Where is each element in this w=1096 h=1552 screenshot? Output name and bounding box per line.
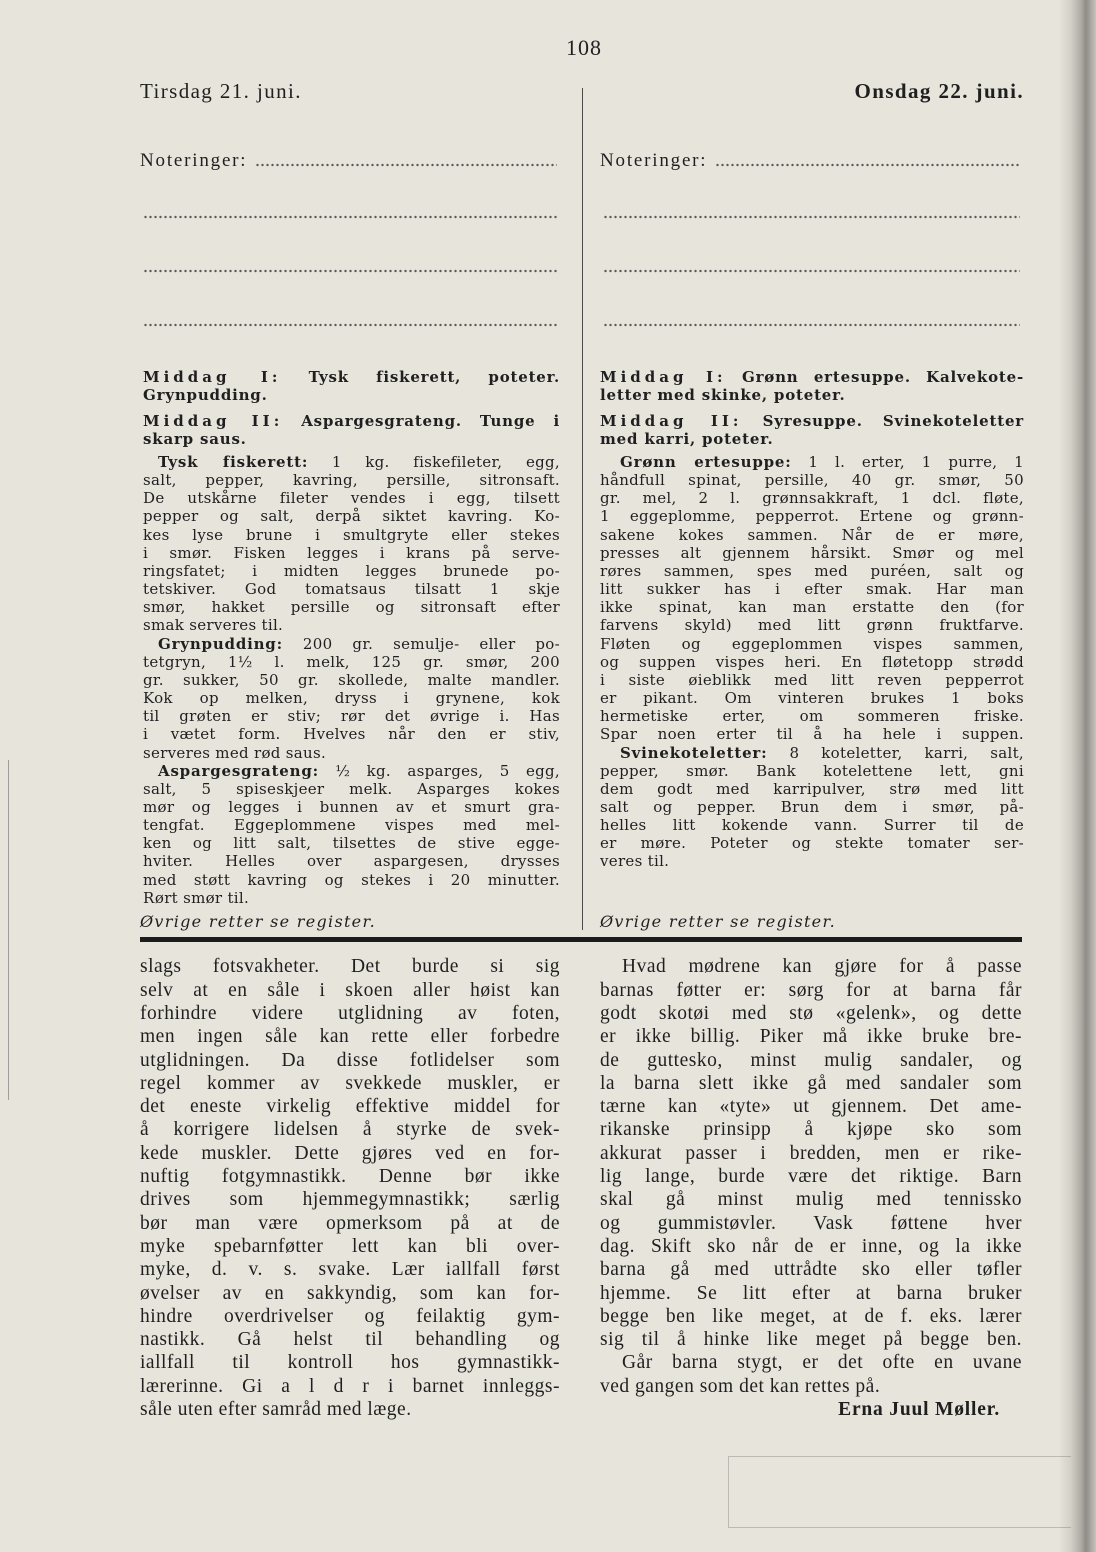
day-heading-tuesday: Tirsdag 21. juni.: [140, 79, 302, 103]
recipe-text: tengfat. Eggeplommene vispes med mel-: [143, 816, 560, 835]
recipe-line: [143, 671, 560, 689]
recipe-line: [143, 707, 560, 725]
article-text: nuftig fotgymnastikk. Denne bør ikke: [140, 1166, 560, 1188]
article-line: [600, 955, 1022, 978]
recipe-line: [600, 671, 1024, 689]
article-text: såle uten efter samråd med læge.: [140, 1399, 412, 1421]
article-line: [140, 1305, 560, 1328]
recipe-line: [600, 598, 1024, 616]
article-line: [600, 1212, 1022, 1235]
recipe: [600, 453, 1024, 744]
article-line: [140, 1118, 560, 1141]
article-line: [140, 1165, 560, 1188]
recipe-line: [143, 635, 560, 653]
recipe-line: [600, 526, 1024, 544]
article-text: nastikk. Gå helst til behandling og: [140, 1329, 560, 1351]
menu-text: Grønn ertesuppe. Kalvekote-: [741, 369, 1024, 386]
recipe-text: tetskiver. God tomatsaus tilsatt 1 skje: [143, 580, 560, 599]
article-text: slags fotsvakheter. Det burde si sig: [140, 956, 560, 978]
recipe-line: [600, 762, 1024, 780]
register-note-right: Øvrige retter se register.: [600, 912, 837, 931]
notes-dotted-line: [603, 269, 1020, 273]
recipe-line: [143, 725, 560, 743]
recipe-name: Svinekoteletter:: [620, 743, 768, 762]
notes-section-left: [140, 149, 557, 173]
recipe-line: [143, 798, 560, 816]
recipe-line: [143, 780, 560, 798]
recipe-line: [143, 562, 560, 580]
recipe-text: gr. sukker, 50 gr. skollede, malte mandler.: [143, 670, 560, 689]
article-text: drives som hjemmegymnastikk; særlig: [140, 1189, 560, 1211]
notes-dotted-line: [143, 215, 557, 219]
recipe-name: Grynpudding:: [158, 634, 283, 653]
article-line: [600, 1095, 1022, 1118]
article-paragraph: [140, 955, 560, 1421]
notes-label: Noteringer:: [600, 150, 708, 171]
menu-line: [143, 387, 560, 405]
article-line: [140, 955, 560, 978]
menu-text: Tysk fiskerett, poteter.: [308, 369, 560, 386]
recipe-line: [600, 616, 1024, 634]
menu-entry: [600, 369, 1024, 404]
article-text: lig lange, burde være det riktige. Barn: [600, 1166, 1022, 1188]
menu-label: Middag II:: [600, 413, 743, 430]
recipe-text: håndfull spinat, persille, 40 gr. smør, 50: [600, 471, 1024, 490]
recipe-text: Rørt smør til.: [143, 888, 250, 907]
recipe-text: i siste øieblikk med litt reven pepperrot: [600, 670, 1024, 689]
article-column-left: [140, 955, 560, 1421]
recipe-text: helles litt kokende vann. Surrer til de: [600, 816, 1024, 835]
recipe-text: gr. mel, 2 l. grønnsakkraft, 1 dcl. fløte,: [600, 489, 1024, 508]
recipe-list-wednesday: [600, 453, 1024, 871]
article-line: [600, 979, 1022, 1002]
recipe-line: [600, 798, 1024, 816]
recipe-line: [600, 744, 1024, 762]
article-paragraph: [600, 1351, 1022, 1398]
article-paragraph: [600, 955, 1022, 1351]
article-line: [600, 1305, 1022, 1328]
recipe-line: [600, 562, 1024, 580]
recipe-text: røres sammen, spes med puréen, salt og: [600, 561, 1024, 580]
article-text: la barna slett ikke gå med sandaler som: [600, 1072, 1022, 1094]
recipe-line: [143, 852, 560, 870]
menu-line: [143, 369, 560, 387]
recipe-text: smør, hakket persille og sitronsaft efter: [143, 598, 560, 617]
article-line: [140, 1328, 560, 1351]
recipe-line: [143, 598, 560, 616]
recipe-line: [600, 635, 1024, 653]
recipe-text: er møre. Poteter og stekte tomater ser-: [600, 834, 1024, 853]
recipe-text: kes lyse brune i smultgryte eller stekes: [143, 525, 560, 544]
article-line: [140, 1049, 560, 1072]
recipe-text: ken og litt salt, tilsettes de stive egge-: [143, 834, 560, 853]
recipe-line: [600, 852, 1024, 870]
article-text: å korrigere lidelsen å styrke de svek-: [140, 1119, 560, 1141]
recipe-line: [600, 834, 1024, 852]
recipe-text: pepper og salt, derpå siktet kavring. Ko-: [143, 507, 560, 526]
recipe-text: tetgryn, 1½ l. melk, 125 gr. smør, 200: [143, 652, 560, 671]
recipe-line: [143, 489, 560, 507]
recipe-text: og suppen vispes heri. En fløtetopp strødd: [600, 652, 1024, 671]
menu-text: Grynpudding.: [143, 386, 268, 404]
recipe-line: [600, 816, 1024, 834]
recipe-line: [143, 580, 560, 598]
article-text: dag. Skift sko når de er inne, og la ikke: [600, 1235, 1022, 1257]
article-line: [600, 1142, 1022, 1165]
article-text: bør man være opmerksom på at de: [140, 1212, 560, 1234]
menu-entry: [143, 369, 560, 404]
menu-text: letter med skinke, poteter.: [600, 386, 846, 404]
article-line: [600, 1118, 1022, 1141]
article-text: godt skotøi med stø «gelenk», og dette: [600, 1002, 1022, 1024]
recipe-line: [600, 544, 1024, 562]
notes-dotted-line: [143, 269, 557, 273]
article-text: men ingen såle kan rette eller forbedre: [140, 1026, 560, 1048]
recipe-text: dem godt med karripulver, strø med litt: [600, 779, 1024, 798]
article-text: det eneste virkelig effektive middel for: [140, 1096, 560, 1118]
scan-mark: [728, 1456, 1071, 1528]
menu-line: [600, 413, 1024, 431]
article-line: [600, 1258, 1022, 1281]
menu-text: Aspargesgrateng. Tunge i: [301, 413, 560, 430]
article-text: Går barna stygt, er det ofte en uvane: [622, 1352, 1022, 1374]
article-text: skal gå minst mulig med tennissko: [600, 1189, 1022, 1211]
scan-edge-left: [8, 760, 9, 1100]
article-line: [140, 979, 560, 1002]
article-text: kede muskler. Dette gjøres ved en for-: [140, 1142, 560, 1164]
article-text: regel kommer av svekkede muskler, er: [140, 1072, 560, 1094]
recipe-line: [143, 507, 560, 525]
menu-label: Middag I:: [143, 369, 282, 386]
menu-line: [143, 431, 560, 449]
recipe-list-tuesday: [143, 453, 560, 907]
article-text: ved gangen som det kan rettes på.: [600, 1375, 881, 1397]
article-line: [140, 1235, 560, 1258]
article-text: selv at en såle i skoen aller høist kan: [140, 979, 560, 1001]
notes-dotted-line: [603, 323, 1020, 327]
article-line: [600, 1328, 1022, 1351]
recipe-text: 1 kg. fiskefileter, egg,: [331, 453, 560, 471]
column-divider: [582, 88, 583, 930]
article-text: rikanske prinsipp å kjøpe sko som: [600, 1119, 1022, 1141]
menu-line: [600, 387, 1024, 405]
recipe-name: Grønn ertesuppe:: [620, 453, 792, 471]
recipe-text: sakene kokes sammen. Når de er møre,: [600, 525, 1024, 544]
recipe-line: [600, 653, 1024, 671]
menu-list-wednesday: [600, 369, 1024, 448]
article-line: [600, 1025, 1022, 1048]
recipe-text: presses alt gjennem hårsikt. Smør og mel: [600, 543, 1024, 562]
recipe-text: 1 eggeplomme, pepperrot. Ertene og grønn-: [600, 507, 1024, 526]
article-line: [140, 1375, 560, 1398]
notes-section-right: [600, 149, 1020, 173]
article-line: [600, 1002, 1022, 1025]
menu-label: Middag II:: [143, 413, 284, 430]
article-text: hjemme. Se litt efter at barna bruker: [600, 1282, 1022, 1304]
recipe-line: [600, 453, 1024, 471]
recipe-line: [143, 453, 560, 471]
scan-edge-right: [1060, 0, 1096, 1552]
article-text: og gummistøvler. Vask føttene hver: [600, 1212, 1022, 1234]
article-column-right: [600, 955, 1022, 1398]
article-text: tærne kan «tyte» ut gjennem. Det ame-: [600, 1096, 1022, 1118]
menu-line: [143, 413, 560, 431]
article-line: [600, 1072, 1022, 1095]
recipe-line: [600, 507, 1024, 525]
recipe-text: Fløten og eggeplommen vispes sammen,: [600, 634, 1024, 653]
article-line: [140, 1002, 560, 1025]
menu-entry: [600, 413, 1024, 448]
notes-leader-dots: [715, 163, 1020, 167]
article-text: de guttesko, minst mulig sandaler, og: [600, 1049, 1022, 1071]
article-line: [600, 1165, 1022, 1188]
recipe-text: salt, 5 spiseskjeer melk. Asparges kokes: [143, 779, 560, 798]
article-line: [600, 1235, 1022, 1258]
recipe-line: [143, 762, 560, 780]
recipe-text: 200 gr. semulje- eller po-: [302, 634, 560, 653]
article-text: barna gå med uttrådte sko eller tøfler: [600, 1259, 1022, 1281]
article-line: [140, 1072, 560, 1095]
recipe-line: [143, 744, 560, 762]
recipe-line: [600, 471, 1024, 489]
recipe-name: Tysk fiskerett:: [158, 453, 309, 471]
menu-text: Syresuppe. Svinekoteletter: [762, 413, 1024, 430]
notes-dotted-line: [143, 323, 557, 327]
article-line: [140, 1398, 560, 1421]
notes-label: Noteringer:: [140, 150, 248, 171]
recipe: [600, 744, 1024, 871]
article-text: myke spebarnføtter lett kan bli over-: [140, 1235, 560, 1257]
article-line: [600, 1282, 1022, 1305]
article-line: [140, 1282, 560, 1305]
article-text: lærerinne. Gi a l d r i barnet innleggs-: [140, 1375, 560, 1397]
section-rule: [140, 937, 1022, 942]
recipe-line: [143, 653, 560, 671]
recipe-line: [143, 544, 560, 562]
article-text: Hvad mødrene kan gjøre for å passe: [622, 956, 1022, 978]
menu-text: skarp saus.: [143, 430, 247, 448]
recipe-line: [600, 725, 1024, 743]
recipe-text: serveres med rød saus.: [143, 743, 327, 762]
recipe-text: hermetiske erter, om sommeren friske.: [600, 707, 1024, 726]
article-line: [140, 1142, 560, 1165]
recipe-text: i smør. Fisken legges i krans på serve-: [143, 543, 560, 562]
day-heading-wednesday: Onsdag 22. juni.: [854, 79, 1024, 103]
article-line: [140, 1351, 560, 1374]
recipe-text: ringsfatet; i midten legges brunede po-: [143, 561, 560, 580]
recipe-text: i vætet form. Hvelves når den er stiv,: [143, 725, 560, 744]
recipe-text: til grøten er stiv; rør det øvrige i. Has: [143, 707, 560, 726]
recipe: [143, 635, 560, 762]
recipe-text: smak serveres til.: [143, 616, 284, 635]
article-line: [600, 1351, 1022, 1374]
article-line: [140, 1025, 560, 1048]
author-signature: Erna Juul Møller.: [838, 1399, 1000, 1421]
article-line: [600, 1188, 1022, 1211]
notes-leader-dots: [255, 163, 557, 167]
recipe-text: Kok op melken, dryss i grynene, kok: [143, 689, 560, 708]
article-text: hindre overdrivelser og feilaktig gym-: [140, 1305, 560, 1327]
article-text: øvelser av en sakkyndig, som kan for-: [140, 1282, 560, 1304]
article-text: iallfall til kontroll hos gymnastikk-: [140, 1352, 560, 1374]
menu-list-tuesday: [143, 369, 560, 448]
recipe-text: Spar noen erter til å ha hele i suppen.: [600, 725, 1024, 744]
article-text: utglidningen. Da disse fotlidelser som: [140, 1049, 560, 1071]
article-text: myke, d. v. s. svake. Lær iallfall først: [140, 1259, 560, 1281]
recipe-line: [143, 816, 560, 834]
recipe-text: ikke spinat, kan man erstatte den (for: [600, 598, 1024, 617]
recipe-line: [600, 689, 1024, 707]
recipe-text: ½ kg. asparges, 5 egg,: [335, 761, 560, 780]
recipe-line: [600, 707, 1024, 725]
recipe-line: [143, 526, 560, 544]
recipe: [143, 453, 560, 635]
article-text: sig til å hinke like meget på begge ben.: [600, 1329, 1022, 1351]
recipe-text: hviter. Helles over aspargesen, drysses: [143, 852, 560, 871]
recipe-text: salt og pepper. Brun dem i smør, på-: [600, 797, 1024, 816]
article-line: [140, 1188, 560, 1211]
article-text: akkurat passer i bredden, men er rike-: [600, 1142, 1022, 1164]
article-line: [600, 1049, 1022, 1072]
recipe-line: [600, 780, 1024, 798]
recipe-text: veres til.: [600, 852, 670, 871]
recipe-text: De utskårne fileter vendes i egg, tilsett: [143, 489, 560, 508]
recipe-line: [143, 689, 560, 707]
notes-dotted-line: [603, 215, 1020, 219]
menu-text: med karri, poteter.: [600, 430, 774, 448]
recipe-line: [143, 871, 560, 889]
recipe-text: med støtt kavring og stekes i 20 minutter.: [143, 870, 560, 889]
recipe-text: 8 koteletter, karri, salt,: [789, 743, 1024, 762]
recipe-line: [600, 580, 1024, 598]
article-text: er ikke billig. Piker må ikke bruke bre-: [600, 1026, 1022, 1048]
article-line: [140, 1095, 560, 1118]
recipe-line: [600, 489, 1024, 507]
recipe: [143, 762, 560, 907]
recipe-text: 1 l. erter, 1 purre, 1: [808, 453, 1024, 471]
menu-entry: [143, 413, 560, 448]
register-note-left: Øvrige retter se register.: [140, 912, 377, 931]
recipe-text: farvens skyld) med litt grønn fruktfarve.: [600, 616, 1024, 635]
recipe-line: [143, 616, 560, 634]
recipe-text: salt, pepper, kavring, persille, sitronsaft.: [143, 471, 560, 490]
recipe-name: Aspargesgrateng:: [158, 761, 319, 780]
recipe-text: mør og legges i bunnen av et smurt gra-: [143, 797, 560, 816]
menu-line: [600, 369, 1024, 387]
recipe-text: pepper, smør. Bank kotelettene lett, gni: [600, 761, 1024, 780]
article-line: [140, 1258, 560, 1281]
menu-label: Middag I:: [600, 369, 727, 386]
recipe-text: er pikant. Om vinteren brukes 1 boks: [600, 689, 1024, 708]
article-text: begge ben like meget, at de f. eks. lærer: [600, 1305, 1022, 1327]
page-number: 108: [566, 35, 602, 60]
recipe-text: litt sukker has i efter smak. Har man: [600, 580, 1024, 599]
recipe-line: [143, 834, 560, 852]
menu-line: [600, 431, 1024, 449]
recipe-line: [143, 889, 560, 907]
article-text: barnas føtter er: sørg for at barna får: [600, 979, 1022, 1001]
article-text: forhindre videre utglidning av foten,: [140, 1002, 560, 1024]
article-line: [140, 1212, 560, 1235]
article-line: [600, 1375, 1022, 1398]
recipe-line: [143, 471, 560, 489]
